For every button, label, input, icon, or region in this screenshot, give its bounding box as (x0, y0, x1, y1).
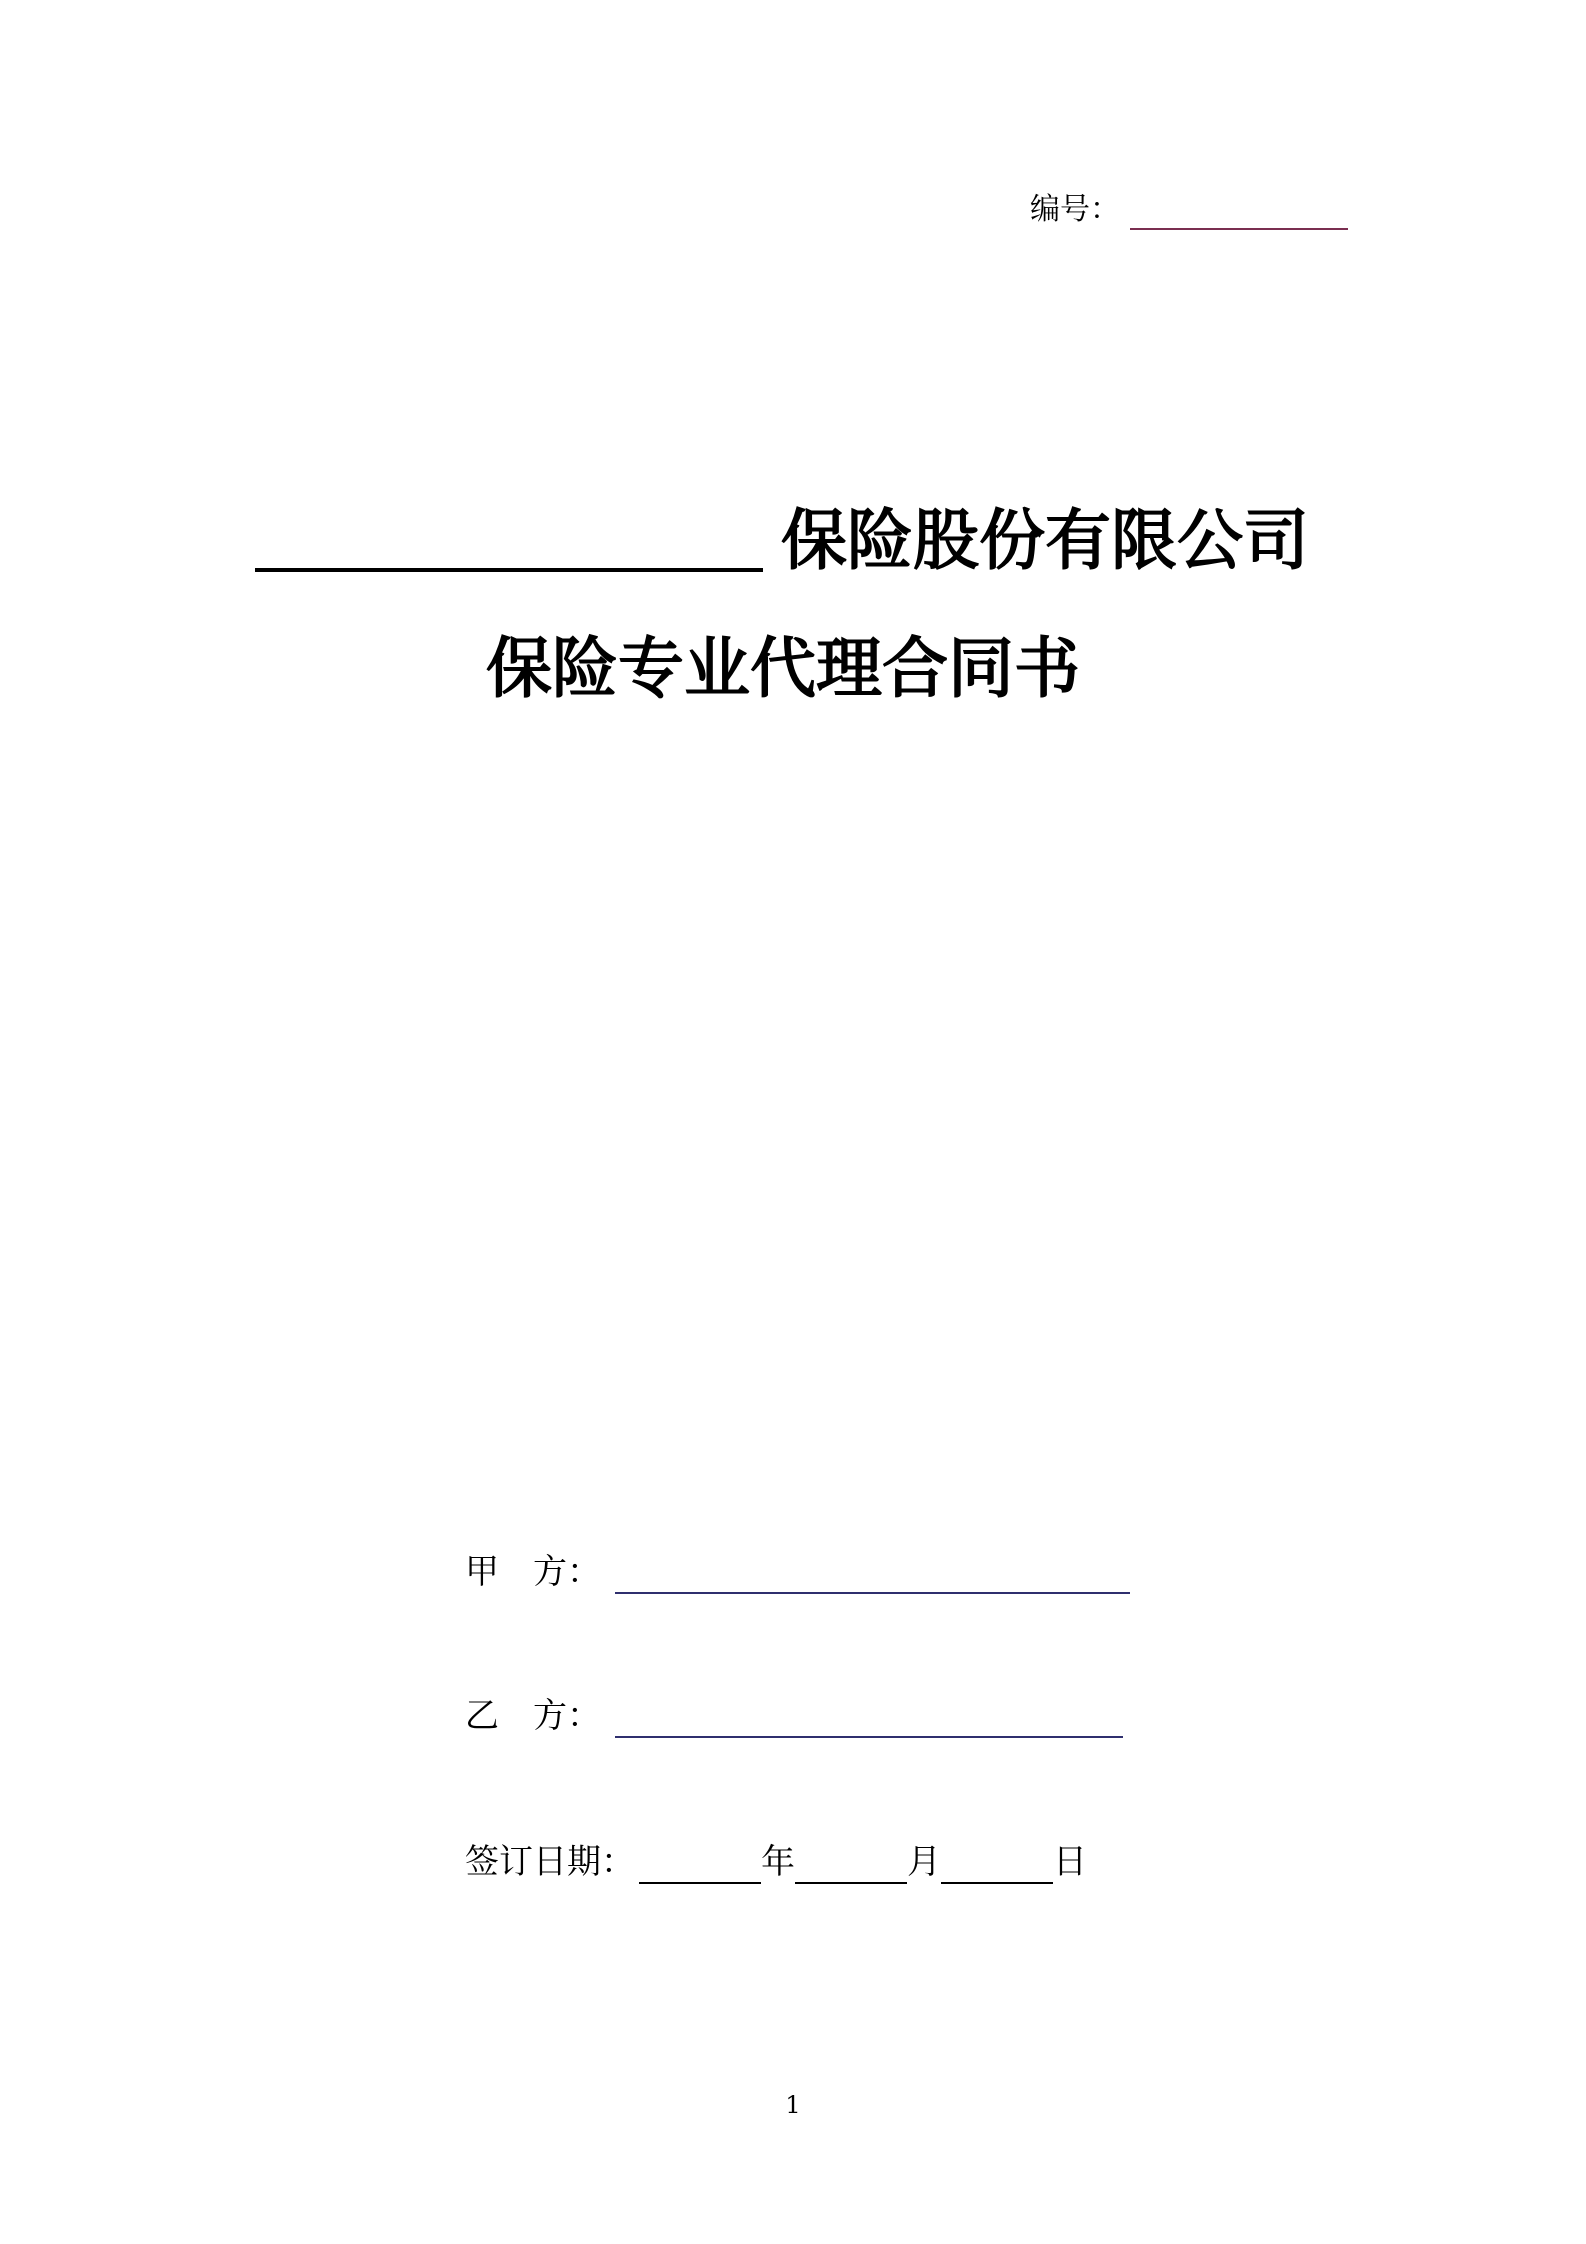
party-b-line (465, 1694, 1123, 1738)
party-b-label: 乙 方： (465, 1696, 601, 1736)
company-title-suffix: 保险股份有限公司 (781, 501, 1309, 579)
party-a-label: 甲 方： (465, 1552, 601, 1592)
company-name-blank (255, 508, 763, 572)
day-label: 日 (1053, 1842, 1087, 1882)
signing-date-label: 签订日期： (465, 1842, 635, 1882)
party-b-blank (615, 1702, 1123, 1738)
contract-title-text: 保险专业代理合同书 (486, 629, 1080, 707)
serial-number-line (1030, 190, 1348, 230)
serial-number-blank (1130, 198, 1348, 230)
year-label: 年 (761, 1842, 795, 1882)
party-a-line (465, 1550, 1130, 1594)
year-blank (639, 1848, 761, 1884)
month-label: 月 (907, 1842, 941, 1882)
party-a-blank (615, 1558, 1130, 1594)
month-blank (795, 1848, 907, 1884)
page-number: 1 (785, 2091, 801, 2119)
day-blank (941, 1848, 1053, 1884)
company-title-line (255, 500, 1309, 580)
signing-date-line (465, 1840, 1087, 1884)
contract-title (0, 628, 1586, 708)
serial-number-label: 编号： (1030, 192, 1120, 227)
